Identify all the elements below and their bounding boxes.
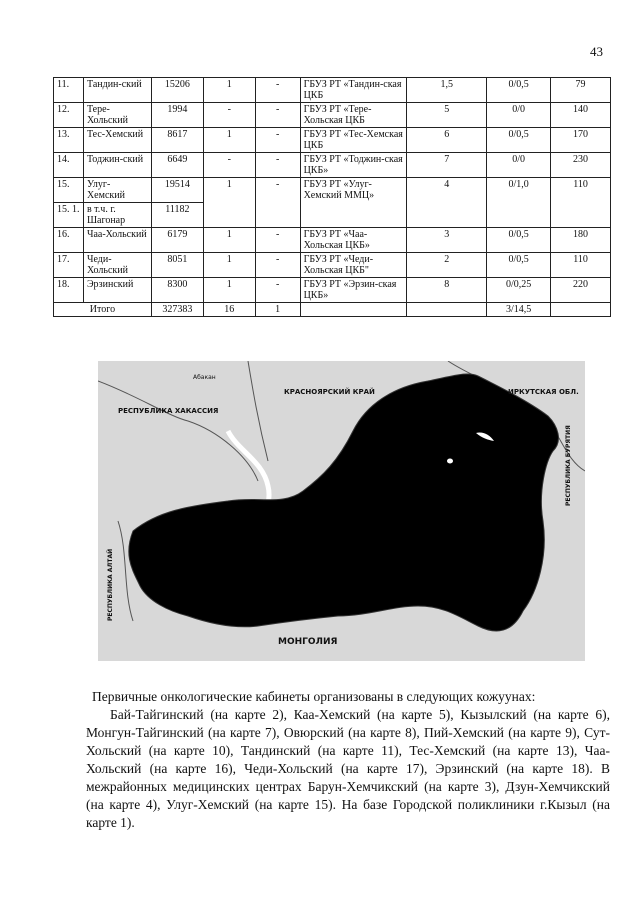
- table-cell-col4: -: [255, 278, 300, 303]
- table-cell-institution: ГБУЗ РТ «Тоджин-ская ЦКБ»: [300, 153, 407, 178]
- table-cell-col7: 0/0,5: [487, 228, 551, 253]
- table-cell-population: 15206: [151, 78, 203, 103]
- table-cell-institution: ГБУЗ РТ «Тес-Хемская ЦКБ: [300, 128, 407, 153]
- table-cell-col3: 1: [203, 228, 255, 253]
- table-cell-num: 11.: [54, 78, 84, 103]
- table-total-row: [54, 303, 611, 317]
- table-cell-col7: 0/0: [487, 153, 551, 178]
- label-krasnoyarsk: КРАСНОЯРСКИЙ КРАЙ: [284, 388, 375, 396]
- total-col4: 1: [255, 303, 300, 317]
- table-cell-district: Тере-Хольский: [83, 103, 151, 128]
- total-population: 327383: [151, 303, 203, 317]
- table-cell-col6: 7: [407, 153, 487, 178]
- table-cell-institution: ГБУЗ РТ «Улуг-Хемский ММЦ»: [300, 178, 407, 228]
- region-map: [98, 361, 585, 661]
- table-cell-col6: 4: [407, 178, 487, 228]
- label-irkutsk: ИРКУТСКАЯ ОБЛ.: [508, 388, 579, 396]
- table-cell-col8: 220: [551, 278, 611, 303]
- table-cell-num: 15.: [54, 178, 84, 203]
- table-cell-col3: 1: [203, 178, 255, 228]
- label-altai: РЕСПУБЛИКА АЛТАЙ: [107, 548, 114, 621]
- table-cell-col8: 110: [551, 178, 611, 228]
- label-khakassia: РЕСПУБЛИКА ХАКАССИЯ: [118, 407, 219, 415]
- table-cell-col7: 0/0: [487, 103, 551, 128]
- paragraph-body: Бай-Тайгинский (на карте 2), Каа-Хемский (на карте 5), Кызылский (на карте 6), Монгун-Тайгинский (на карте 7), Овюрский (на карте 8), Пий-Хемский (на карте 9), Сут-Хольский (на карте 10), Тандинский (на карте 11), Тес-Хемский (на карте 13), Чаа-Хольский (на карте 16), Чеди-Хольский (на карте 17), Эрзинский (на карте 18). В межрайонных медицинских центрах Барун-Хемчикский (на карте 3), Дзун-Хемчикский (на карте 4), Улуг-Хемский (на карте 15). На базе Городской поликлиники г.Кызыл (на карте 1).: [86, 707, 610, 830]
- label-buryatia: РЕСПУБЛИКА БУРЯТИЯ: [565, 425, 572, 506]
- region-map-svg: [98, 361, 585, 661]
- table-cell-num: 15. 1.: [54, 203, 84, 228]
- total-col6: [407, 303, 487, 317]
- table-cell-col8: 79: [551, 78, 611, 103]
- table-cell-col4: -: [255, 253, 300, 278]
- table-cell-col4: -: [255, 78, 300, 103]
- total-institution: [300, 303, 407, 317]
- table-row: [54, 278, 611, 303]
- table-cell-population: 8051: [151, 253, 203, 278]
- oncology-offices-text: [86, 688, 610, 832]
- table-cell-col6: 6: [407, 128, 487, 153]
- table-cell-col3: -: [203, 103, 255, 128]
- table-cell-num: 16.: [54, 228, 84, 253]
- table-cell-col7: 0/0,5: [487, 78, 551, 103]
- table-cell-district: Тес-Хемский: [83, 128, 151, 153]
- table-row: [54, 128, 611, 153]
- table-cell-col6: 3: [407, 228, 487, 253]
- table-cell-col3: -: [203, 153, 255, 178]
- table-cell-num: 14.: [54, 153, 84, 178]
- table-cell-col7: 0/0,5: [487, 253, 551, 278]
- table-cell-col4: -: [255, 128, 300, 153]
- paragraph-lead: Первичные онкологические кабинеты организованы в следующих кожуунах:: [92, 689, 536, 704]
- table-cell-col6: 1,5: [407, 78, 487, 103]
- total-col8: [551, 303, 611, 317]
- table-cell-population: 11182: [151, 203, 203, 228]
- table-cell-col8: 110: [551, 253, 611, 278]
- table-cell-col7: 0/0,5: [487, 128, 551, 153]
- label-mongolia: МОНГОЛИЯ: [278, 637, 338, 647]
- table-cell-col8: 180: [551, 228, 611, 253]
- table-cell-institution: ГБУЗ РТ «Чаа-Хольская ЦКБ»: [300, 228, 407, 253]
- table-cell-population: 19514: [151, 178, 203, 203]
- total-col3: 16: [203, 303, 255, 317]
- table-row: [54, 78, 611, 103]
- table-cell-col3: 1: [203, 278, 255, 303]
- page-number: 43: [590, 44, 603, 59]
- table-cell-col3: 1: [203, 78, 255, 103]
- table-cell-num: 17.: [54, 253, 84, 278]
- table-cell-col6: 8: [407, 278, 487, 303]
- table-cell-col6: 2: [407, 253, 487, 278]
- table-cell-col3: 1: [203, 253, 255, 278]
- table-cell-district: Чеди-Хольский: [83, 253, 151, 278]
- table-row: [54, 153, 611, 178]
- table-row: [54, 178, 611, 203]
- total-label: Итого: [54, 303, 152, 317]
- table-cell-col4: -: [255, 178, 300, 228]
- table-cell-col8: 170: [551, 128, 611, 153]
- table-cell-population: 8300: [151, 278, 203, 303]
- label-abakan: Абакан: [193, 374, 216, 381]
- table-cell-num: 13.: [54, 128, 84, 153]
- total-col7: 3/14,5: [487, 303, 551, 317]
- table-cell-institution: ГБУЗ РТ «Чеди-Хольская ЦКБ": [300, 253, 407, 278]
- table-cell-institution: ГБУЗ РТ «Эрзин-ская ЦКБ»: [300, 278, 407, 303]
- table-cell-num: 18.: [54, 278, 84, 303]
- table-cell-district: Чаа-Хольский: [83, 228, 151, 253]
- table-cell-district: Улуг-Хемский: [83, 178, 151, 203]
- table-row: [54, 103, 611, 128]
- table-cell-population: 6649: [151, 153, 203, 178]
- table-cell-col8: 230: [551, 153, 611, 178]
- table-cell-col4: -: [255, 103, 300, 128]
- table-cell-col7: 0/1,0: [487, 178, 551, 228]
- table-cell-col6: 5: [407, 103, 487, 128]
- table-cell-col8: 140: [551, 103, 611, 128]
- table-cell-district: Эрзинский: [83, 278, 151, 303]
- table-row: [54, 228, 611, 253]
- table-cell-district: Тоджин-ский: [83, 153, 151, 178]
- table-cell-col3: 1: [203, 128, 255, 153]
- table-cell-institution: ГБУЗ РТ «Тере-Хольская ЦКБ: [300, 103, 407, 128]
- table-cell-population: 8617: [151, 128, 203, 153]
- table-cell-col4: -: [255, 153, 300, 178]
- table-cell-population: 1994: [151, 103, 203, 128]
- table-cell-col7: 0/0,25: [487, 278, 551, 303]
- table-cell-district: в т.ч. г. Шагонар: [83, 203, 151, 228]
- district-table: [53, 77, 611, 317]
- table-cell-population: 6179: [151, 228, 203, 253]
- lake-centre: [447, 459, 453, 464]
- table-row: [54, 253, 611, 278]
- table-cell-district: Тандин-ский: [83, 78, 151, 103]
- table-cell-num: 12.: [54, 103, 84, 128]
- table-cell-institution: ГБУЗ РТ «Тандин-ская ЦКБ: [300, 78, 407, 103]
- table-cell-col4: -: [255, 228, 300, 253]
